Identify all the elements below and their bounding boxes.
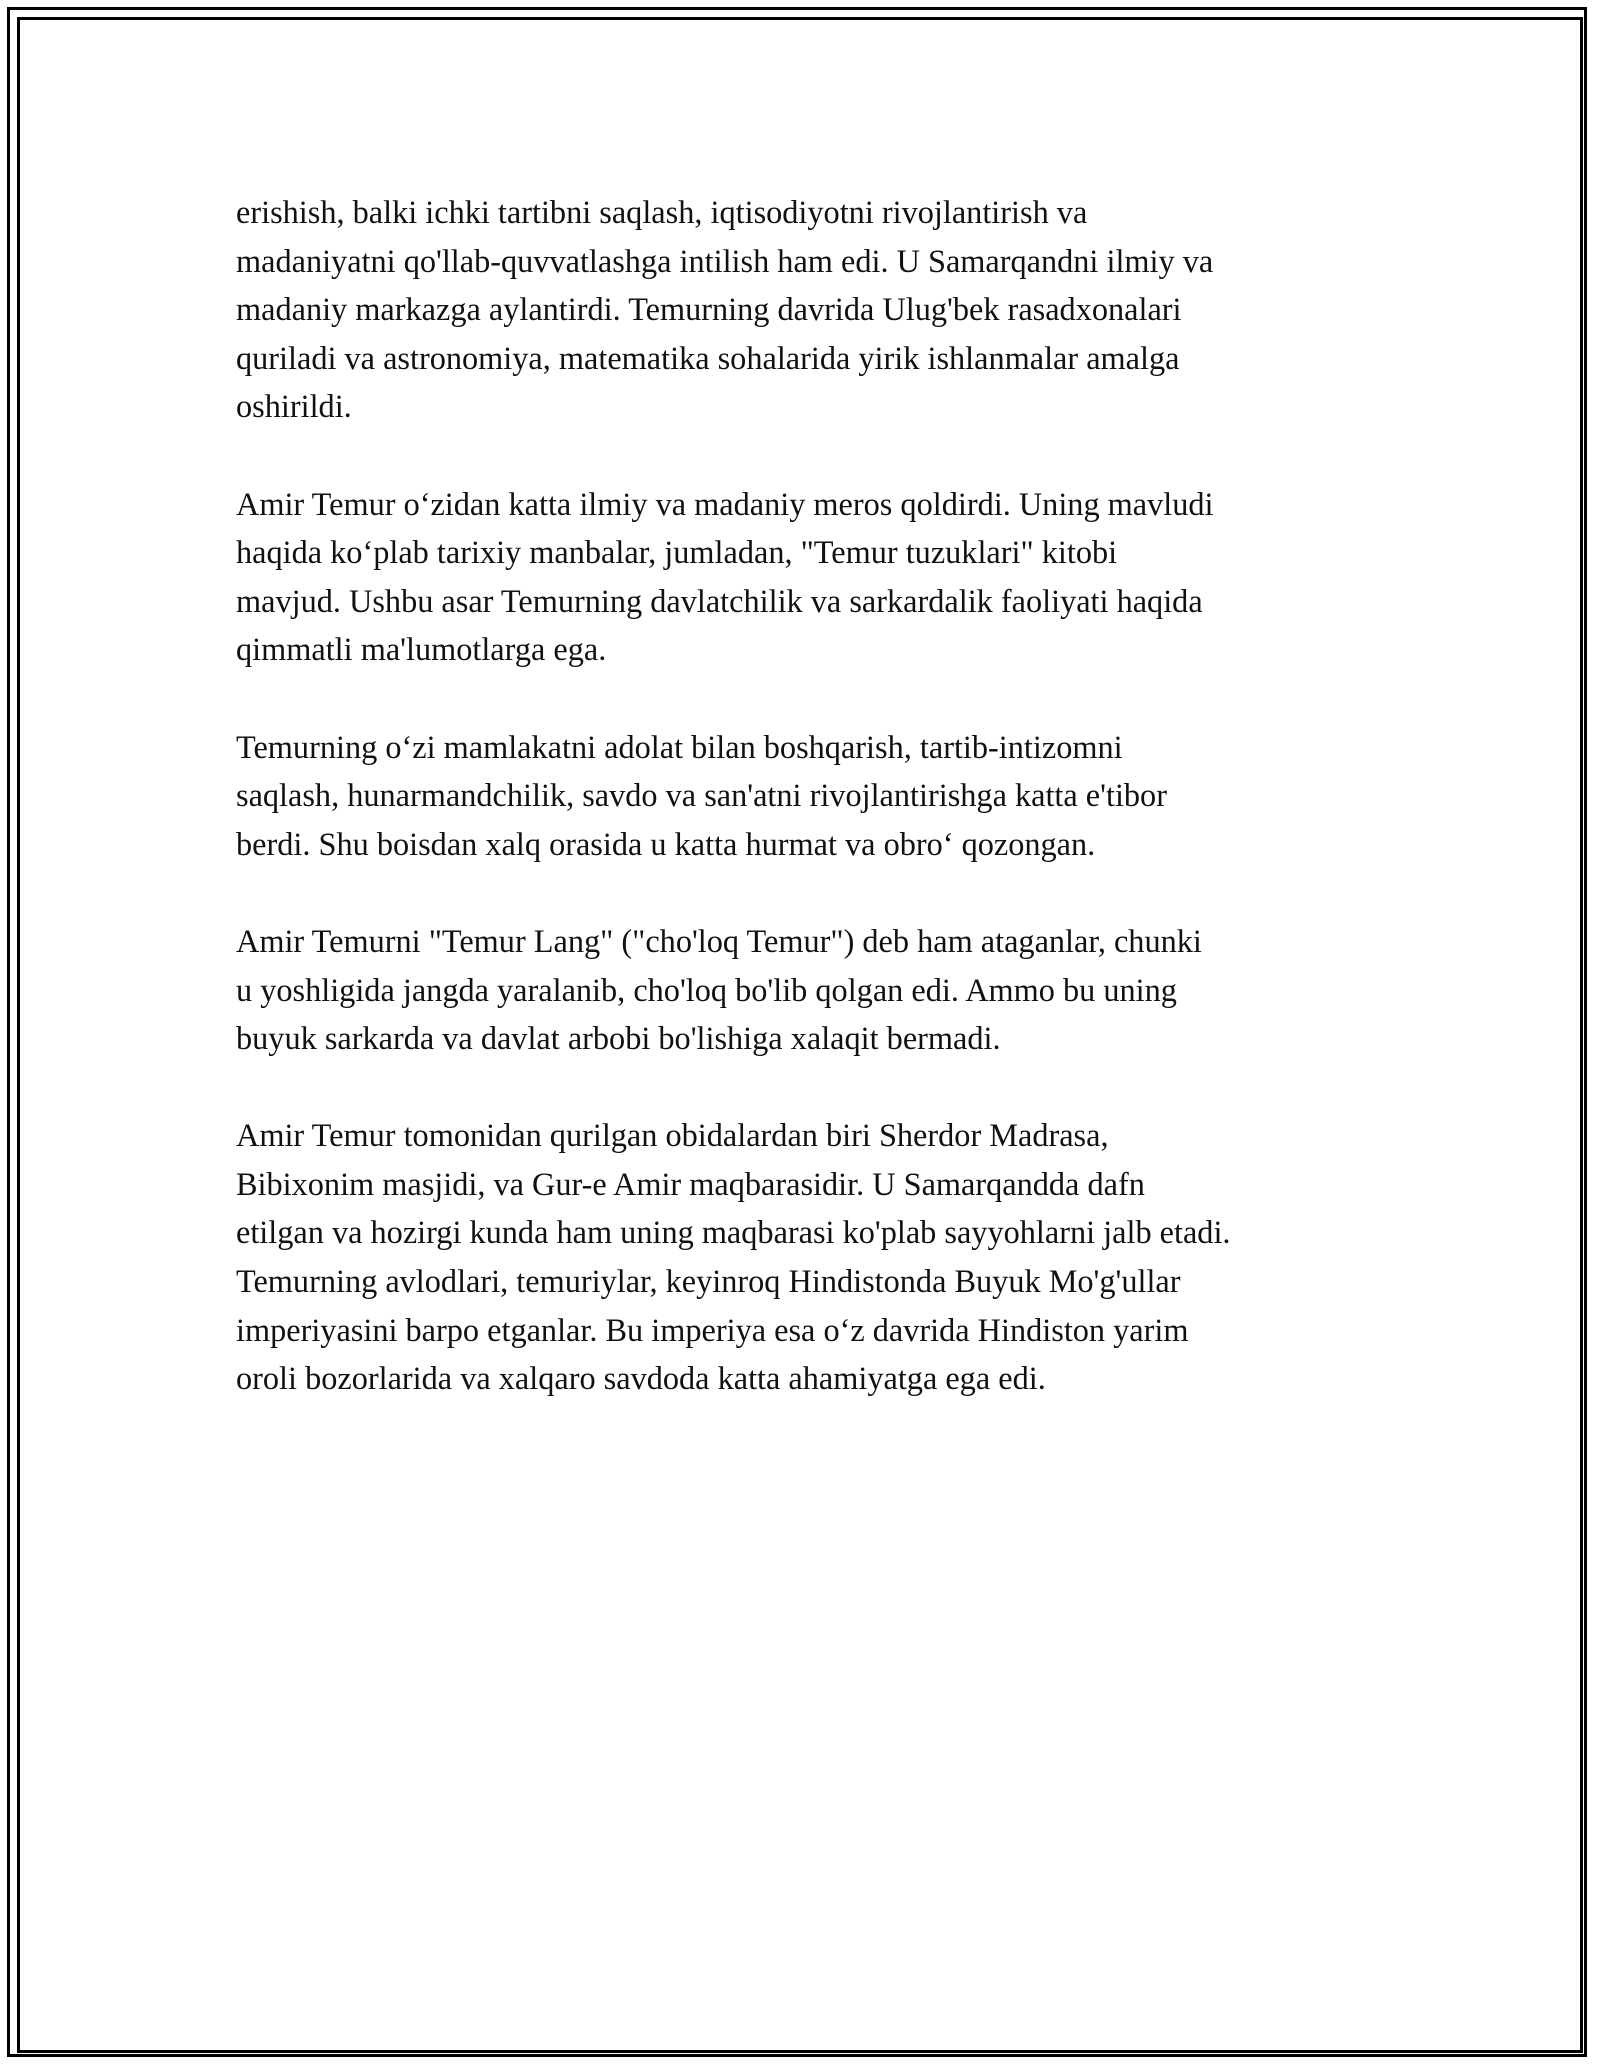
text-line: Amir Temur tomonidan qurilgan obidalardan biri Sherdor Madrasa, — [236, 1117, 1109, 1154]
text-line: buyuk sarkarda va davlat arbobi bo'lishiga xalaqit bermadi. — [236, 1020, 1001, 1057]
text-line: imperiyasini barpo etganlar. Bu imperiya esa oʻz davrida Hindiston yarim — [236, 1311, 1189, 1348]
text-line: erishish, balki ichki tartibni saqlash, iqtisodiyotni rivojlantirish va — [236, 194, 1088, 230]
text-line: u yoshligida jangda yaralanib, cho'loq bo'lib qolgan edi. Ammo bu uning — [236, 971, 1177, 1008]
text-line: Temurning oʻzi mamlakatni adolat bilan boshqarish, tartib-intizomni — [236, 728, 1123, 765]
paragraph-2 — [236, 480, 1396, 674]
document-body — [236, 188, 1396, 1451]
text-line: Amir Temurni "Temur Lang" ("cho'loq Temur") deb ham ataganlar, chunki — [236, 922, 1202, 959]
paragraph-5 — [236, 1111, 1396, 1403]
text-line: saqlash, hunarmandchilik, savdo va san'atni rivojlantirishga katta e'tibor — [236, 777, 1167, 814]
text-line: oshirildi. — [236, 388, 352, 425]
text-line: quriladi va astronomiya, matematika sohalarida yirik ishlanmalar amalga — [236, 339, 1180, 376]
text-line: oroli bozorlarida va xalqaro savdoda katta ahamiyatga ega edi. — [236, 1360, 1046, 1397]
paragraph-1 — [236, 188, 1396, 431]
text-line: haqida koʻplab tarixiy manbalar, jumladan, "Temur tuzuklari" kitobi — [236, 534, 1118, 571]
text-line: qimmatli ma'lumotlarga ega. — [236, 631, 607, 668]
text-line: madaniy markazga aylantirdi. Temurning davrida Ulug'bek rasadxonalari — [236, 291, 1182, 328]
text-line: Temurning avlodlari, temuriylar, keyinroq Hindistonda Buyuk Mo'g'ullar — [236, 1263, 1181, 1300]
paragraph-3 — [236, 723, 1396, 869]
text-line: mavjud. Ushbu asar Temurning davlatchilik va sarkardalik faoliyati haqida — [236, 582, 1203, 619]
text-line: madaniyatni qo'llab-quvvatlashga intilish ham edi. U Samarqandni ilmiy va — [236, 242, 1214, 279]
text-line: berdi. Shu boisdan xalq orasida u katta hurmat va obroʻ qozongan. — [236, 825, 1096, 862]
text-line: Amir Temur oʻzidan katta ilmiy va madaniy meros qoldirdi. Uning mavludi — [236, 485, 1214, 522]
text-line: etilgan va hozirgi kunda ham uning maqbarasi ko'plab sayyohlarni jalb etadi. — [236, 1214, 1231, 1251]
text-line: Bibixonim masjidi, va Gur-e Amir maqbarasidir. U Samarqandda dafn — [236, 1165, 1145, 1202]
paragraph-4 — [236, 917, 1396, 1063]
